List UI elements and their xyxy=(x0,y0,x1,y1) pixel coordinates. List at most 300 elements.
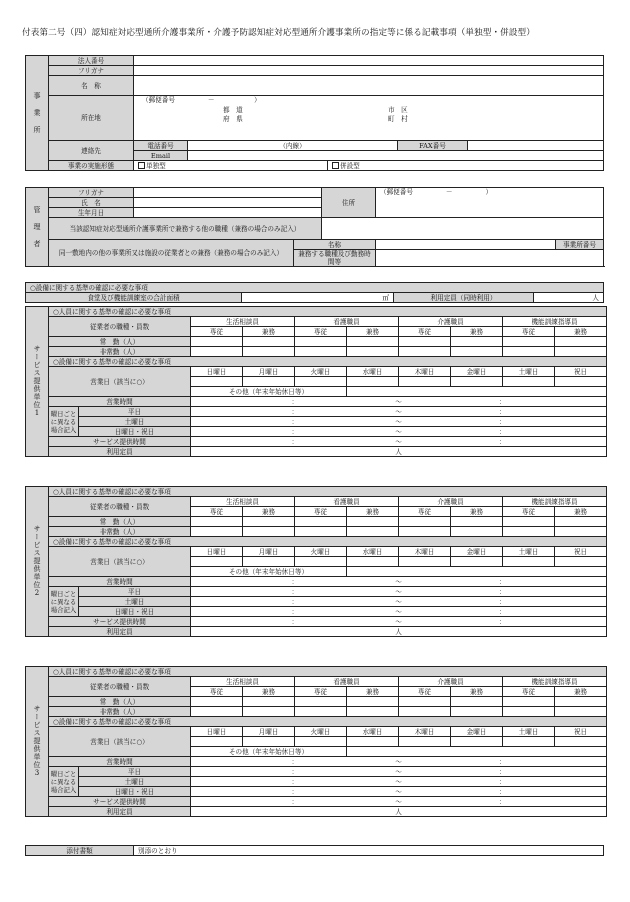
single-checkbox-icon[interactable] xyxy=(138,162,145,169)
regular-label: 常 勤（人） xyxy=(49,337,191,347)
regular-cell[interactable] xyxy=(191,517,243,527)
manager-job-hours-label: 兼務する職種及び勤務時間等 xyxy=(294,250,376,267)
person-unit: 人 xyxy=(395,447,402,456)
staff-header: ○人員に関する基準の確認に必要な事項 xyxy=(49,487,607,497)
unit-capacity-field[interactable] xyxy=(191,447,607,457)
part-label: 兼務 xyxy=(347,507,399,517)
nonregular-label: 非常勤（人） xyxy=(49,527,191,537)
day-4: 木曜日 xyxy=(399,727,451,737)
day-7: 祝日 xyxy=(555,547,607,557)
sun-holiday-field[interactable] xyxy=(191,607,607,617)
form-title: 付表第二号（四）認知症対応型通所介護事業所・介護予防認知症対応型通所介護事業所の指定等に係る記載事項（単独型・併設型） xyxy=(22,28,535,38)
day-5: 金曜日 xyxy=(451,727,503,737)
weekday-field[interactable] xyxy=(191,407,607,417)
manager-furigana-label: フリガナ xyxy=(49,188,134,198)
weekday-field[interactable] xyxy=(191,767,607,777)
colon-mark: ： xyxy=(291,437,299,446)
colon-mark: ： xyxy=(291,607,299,616)
role-3: 機能訓練指導員 xyxy=(503,677,607,687)
role-0: 生活相談員 xyxy=(191,317,295,327)
tilde-mark: ～ xyxy=(395,777,402,786)
part-label: 兼務 xyxy=(347,327,399,337)
nonregular-cell[interactable] xyxy=(399,347,451,357)
colon-mark: ： xyxy=(291,617,299,626)
day-cell[interactable] xyxy=(503,737,555,747)
facility-table xyxy=(25,282,604,303)
day-2: 火曜日 xyxy=(295,367,347,377)
part-label: 兼務 xyxy=(347,687,399,697)
role-1: 看護職員 xyxy=(295,317,399,327)
day-cell[interactable] xyxy=(243,737,295,747)
full-label: 専従 xyxy=(295,687,347,697)
tilde-mark: ～ xyxy=(395,577,402,586)
manager-job-hours-field[interactable] xyxy=(376,250,604,267)
nonregular-label: 非常勤（人） xyxy=(49,347,191,357)
full-label: 専従 xyxy=(399,327,451,337)
hours-field[interactable] xyxy=(191,577,607,587)
day-cell[interactable] xyxy=(451,557,503,567)
nonregular-cell[interactable] xyxy=(191,347,243,357)
day-4: 木曜日 xyxy=(399,367,451,377)
equip-header: ○設備に関する基準の確認に必要な事項 xyxy=(49,717,607,727)
nonregular-cell[interactable] xyxy=(451,347,503,357)
tilde-mark: ～ xyxy=(395,397,402,406)
hours-field[interactable] xyxy=(191,757,607,767)
colon-mark: ： xyxy=(291,397,299,406)
office-tel-label: 電話番号 xyxy=(134,141,188,151)
regular-cell[interactable] xyxy=(399,517,451,527)
office-email-label: Email xyxy=(134,151,188,161)
part-label: 兼務 xyxy=(243,327,295,337)
colon-mark: ： xyxy=(291,587,299,596)
regular-cell[interactable] xyxy=(243,517,295,527)
nonregular-cell[interactable] xyxy=(555,347,607,357)
role-2: 介護職員 xyxy=(399,317,503,327)
sun-holiday-label: 日曜日・祝日 xyxy=(79,787,191,797)
day-cell[interactable] xyxy=(503,377,555,387)
day-3: 水曜日 xyxy=(347,547,399,557)
regular-cell[interactable] xyxy=(295,517,347,527)
tilde-mark: ～ xyxy=(395,427,402,436)
nonregular-cell[interactable] xyxy=(191,527,243,537)
day-cell[interactable] xyxy=(347,377,399,387)
regular-cell[interactable] xyxy=(451,337,503,347)
other-label: その他（年末年始休日等） xyxy=(191,567,347,577)
office-tel-field[interactable] xyxy=(188,141,398,151)
tilde-mark: ～ xyxy=(395,597,402,606)
full-label: 専従 xyxy=(399,507,451,517)
nonregular-cell[interactable] xyxy=(347,707,399,717)
day-cell[interactable] xyxy=(555,737,607,747)
full-label: 専従 xyxy=(503,687,555,697)
regular-cell[interactable] xyxy=(451,517,503,527)
service-unit-side-label-1: サービス提供単位1 xyxy=(26,307,49,457)
regular-cell[interactable] xyxy=(295,337,347,347)
by-day-label: 曜日ごとに異なる場合記入 xyxy=(49,407,79,437)
regular-cell[interactable] xyxy=(503,337,555,347)
role-3: 機能訓練指導員 xyxy=(503,497,607,507)
day-cell[interactable] xyxy=(191,377,243,387)
day-7: 祝日 xyxy=(555,367,607,377)
office-name-label: 名 称 xyxy=(49,76,134,96)
day-0: 日曜日 xyxy=(191,367,243,377)
corp-no-field[interactable] xyxy=(134,56,604,66)
area-field[interactable] xyxy=(242,293,394,303)
service-unit-table-1 xyxy=(25,306,607,457)
service-unit-side-label-2: サービス提供単位2 xyxy=(26,487,49,637)
colon-mark: ： xyxy=(291,597,299,606)
part-label: 兼務 xyxy=(451,687,503,697)
other-field[interactable] xyxy=(347,567,607,577)
form-type-label: 事業の実施形態 xyxy=(49,161,134,171)
regular-cell[interactable] xyxy=(295,697,347,707)
colon-mark: ： xyxy=(498,587,506,596)
hours-label: 営業時間 xyxy=(49,757,191,767)
regular-label: 常 勤（人） xyxy=(49,697,191,707)
manager-concurrent-label: 当該認知症対応型通所介護事業所で兼務する他の職種（兼務の場合のみ記入） xyxy=(49,218,322,240)
nonregular-cell[interactable] xyxy=(191,707,243,717)
by-day-label: 曜日ごとに異なる場合記入 xyxy=(49,767,79,797)
regular-cell[interactable] xyxy=(347,517,399,527)
capacity-label: 利用定員（同時利用） xyxy=(394,293,534,303)
equip-header: ○設備に関する基準の確認に必要な事項 xyxy=(49,537,607,547)
part-label: 兼務 xyxy=(555,327,607,337)
area-unit: ㎡ xyxy=(382,293,389,302)
staff-header: ○人員に関する基準の確認に必要な事項 xyxy=(49,307,607,317)
nonregular-cell[interactable] xyxy=(503,347,555,357)
tilde-mark: ～ xyxy=(395,407,402,416)
saturday-field[interactable] xyxy=(191,597,607,607)
attachment-value: 別添のとおり xyxy=(134,846,604,856)
service-time-field[interactable] xyxy=(191,617,607,627)
colon-mark: ： xyxy=(291,407,299,416)
regular-cell[interactable] xyxy=(191,697,243,707)
manager-table xyxy=(25,187,604,267)
saturday-label: 土曜日 xyxy=(79,417,191,427)
day-cell[interactable] xyxy=(503,557,555,567)
days-label: 営業日（該当に○） xyxy=(49,727,191,757)
regular-cell[interactable] xyxy=(347,697,399,707)
person-unit: 人 xyxy=(395,627,402,636)
colon-mark: ： xyxy=(291,767,299,776)
day-cell[interactable] xyxy=(295,737,347,747)
day-3: 水曜日 xyxy=(347,727,399,737)
manager-furigana-field[interactable] xyxy=(134,188,322,198)
attachment-table xyxy=(25,845,604,856)
manager-postal: （郵便番号 － ） xyxy=(380,188,493,196)
service-time-label: サービス提供時間 xyxy=(49,617,191,627)
service-unit-table-3 xyxy=(25,666,607,817)
colon-mark: ： xyxy=(498,437,506,446)
manager-concurrent-field[interactable] xyxy=(322,218,604,240)
other-field[interactable] xyxy=(347,747,607,757)
manager-other-office-label: 同一敷地内の他の事業所又は施設の従業者との兼務（兼務の場合のみ記入） xyxy=(49,240,294,267)
unit-capacity-field[interactable] xyxy=(191,807,607,817)
colon-mark: ： xyxy=(498,417,506,426)
day-2: 火曜日 xyxy=(295,727,347,737)
other-field[interactable] xyxy=(347,387,607,397)
colon-mark: ： xyxy=(498,777,506,786)
office-table xyxy=(25,55,604,171)
office-furigana-field[interactable] xyxy=(134,66,604,76)
role-0: 生活相談員 xyxy=(191,677,295,687)
colon-mark: ： xyxy=(498,607,506,616)
regular-cell[interactable] xyxy=(555,697,607,707)
day-1: 月曜日 xyxy=(243,367,295,377)
day-cell[interactable] xyxy=(295,557,347,567)
tilde-mark: ～ xyxy=(395,587,402,596)
office-postal: （郵便番号 － ） xyxy=(142,96,261,104)
regular-cell[interactable] xyxy=(399,697,451,707)
day-1: 月曜日 xyxy=(243,547,295,557)
form-type-single-option[interactable] xyxy=(134,161,328,171)
tilde-mark: ～ xyxy=(395,417,402,426)
full-label: 専従 xyxy=(503,507,555,517)
regular-cell[interactable] xyxy=(555,517,607,527)
full-label: 専従 xyxy=(191,327,243,337)
attachment-label: 添付書類 xyxy=(26,846,134,856)
other-label: その他（年末年始休日等） xyxy=(191,387,347,397)
day-cell[interactable] xyxy=(451,737,503,747)
nonregular-label: 非常勤（人） xyxy=(49,707,191,717)
single-label: 単独型 xyxy=(146,161,166,170)
saturday-label: 土曜日 xyxy=(79,597,191,607)
hours-label: 営業時間 xyxy=(49,577,191,587)
nonregular-cell[interactable] xyxy=(503,527,555,537)
saturday-field[interactable] xyxy=(191,777,607,787)
sun-holiday-label: 日曜日・祝日 xyxy=(79,607,191,617)
nonregular-cell[interactable] xyxy=(347,527,399,537)
manager-birth-field[interactable] xyxy=(134,208,322,218)
nonregular-cell[interactable] xyxy=(451,707,503,717)
day-6: 土曜日 xyxy=(503,727,555,737)
staff-header: ○人員に関する基準の確認に必要な事項 xyxy=(49,667,607,677)
days-label: 営業日（該当に○） xyxy=(49,547,191,577)
role-3: 機能訓練指導員 xyxy=(503,317,607,327)
manager-side-label: 管 理 者 xyxy=(26,188,49,267)
saturday-field[interactable] xyxy=(191,417,607,427)
capacity-field[interactable] xyxy=(534,293,604,303)
day-2: 火曜日 xyxy=(295,547,347,557)
nonregular-cell[interactable] xyxy=(399,527,451,537)
colon-mark: ： xyxy=(291,427,299,436)
staff-label: 従業者の職種・員数 xyxy=(49,317,191,337)
part-label: 兼務 xyxy=(243,507,295,517)
office-email-field[interactable] xyxy=(188,151,604,161)
role-2: 介護職員 xyxy=(399,677,503,687)
day-cell[interactable] xyxy=(399,737,451,747)
office-name-field[interactable] xyxy=(134,76,604,96)
colon-mark: ： xyxy=(291,787,299,796)
manager-other-name-field[interactable] xyxy=(376,240,556,250)
role-1: 看護職員 xyxy=(295,497,399,507)
day-cell[interactable] xyxy=(347,557,399,567)
day-1: 月曜日 xyxy=(243,727,295,737)
manager-address-field[interactable] xyxy=(376,188,604,218)
manager-birth-label: 生年月日 xyxy=(49,208,134,218)
office-fax-label: FAX番号 xyxy=(398,141,468,151)
day-0: 日曜日 xyxy=(191,727,243,737)
day-cell[interactable] xyxy=(399,377,451,387)
service-time-field[interactable] xyxy=(191,797,607,807)
corp-no-label: 法人番号 xyxy=(49,56,134,66)
nonregular-cell[interactable] xyxy=(399,707,451,717)
manager-name-field[interactable] xyxy=(134,198,322,208)
nonregular-cell[interactable] xyxy=(347,347,399,357)
regular-cell[interactable] xyxy=(191,337,243,347)
nonregular-cell[interactable] xyxy=(295,527,347,537)
service-time-label: サービス提供時間 xyxy=(49,797,191,807)
office-side-label: 事 業 所 xyxy=(26,56,49,171)
tilde-mark: ～ xyxy=(395,797,402,806)
sun-holiday-label: 日曜日・祝日 xyxy=(79,427,191,437)
unit-capacity-label: 利用定員 xyxy=(49,627,191,637)
office-contact-label: 連絡先 xyxy=(49,141,134,161)
facility-header: ○設備に関する基準の確認に必要な事項 xyxy=(26,283,604,293)
day-5: 金曜日 xyxy=(451,547,503,557)
form-type-combined-option[interactable] xyxy=(328,161,604,171)
full-label: 専従 xyxy=(295,507,347,517)
staff-label: 従業者の職種・員数 xyxy=(49,497,191,517)
colon-mark: ： xyxy=(498,787,506,796)
day-cell[interactable] xyxy=(191,557,243,567)
colon-mark: ： xyxy=(291,417,299,426)
colon-mark: ： xyxy=(291,757,299,766)
unit-capacity-field[interactable] xyxy=(191,627,607,637)
days-label: 営業日（該当に○） xyxy=(49,367,191,397)
part-label: 兼務 xyxy=(451,327,503,337)
office-furigana-label: フリガナ xyxy=(49,66,134,76)
manager-address-label: 住所 xyxy=(322,188,376,218)
service-time-label: サービス提供時間 xyxy=(49,437,191,447)
regular-cell[interactable] xyxy=(451,697,503,707)
nonregular-cell[interactable] xyxy=(295,347,347,357)
colon-mark: ： xyxy=(291,777,299,786)
saturday-label: 土曜日 xyxy=(79,777,191,787)
regular-cell[interactable] xyxy=(243,337,295,347)
staff-label: 従業者の職種・員数 xyxy=(49,677,191,697)
sun-holiday-field[interactable] xyxy=(191,427,607,437)
office-fax-field[interactable] xyxy=(468,141,604,151)
colon-mark: ： xyxy=(498,767,506,776)
day-cell[interactable] xyxy=(451,377,503,387)
tilde-mark: ～ xyxy=(395,617,402,626)
full-label: 専従 xyxy=(503,327,555,337)
manager-name-label: 氏 名 xyxy=(49,198,134,208)
day-7: 祝日 xyxy=(555,727,607,737)
regular-cell[interactable] xyxy=(555,337,607,347)
day-6: 土曜日 xyxy=(503,367,555,377)
colon-mark: ： xyxy=(498,617,506,626)
office-pref-2: 府 県 xyxy=(223,115,243,123)
capacity-unit: 人 xyxy=(592,293,600,302)
office-address-field[interactable] xyxy=(134,96,604,141)
office-city-1: 市 区 xyxy=(388,106,408,114)
part-label: 兼務 xyxy=(243,687,295,697)
nonregular-cell[interactable] xyxy=(243,347,295,357)
nonregular-cell[interactable] xyxy=(555,707,607,717)
colon-mark: ： xyxy=(498,797,506,806)
colon-mark: ： xyxy=(498,407,506,416)
full-label: 専従 xyxy=(399,687,451,697)
day-cell[interactable] xyxy=(295,377,347,387)
nonregular-cell[interactable] xyxy=(243,527,295,537)
manager-name-col-label: 名称 xyxy=(294,240,376,250)
unit-capacity-label: 利用定員 xyxy=(49,447,191,457)
day-0: 日曜日 xyxy=(191,547,243,557)
colon-mark: ： xyxy=(498,757,506,766)
unit-capacity-label: 利用定員 xyxy=(49,807,191,817)
by-day-label: 曜日ごとに異なる場合記入 xyxy=(49,587,79,617)
day-cell[interactable] xyxy=(555,377,607,387)
weekday-field[interactable] xyxy=(191,587,607,597)
colon-mark: ： xyxy=(498,597,506,606)
day-cell[interactable] xyxy=(399,557,451,567)
full-label: 専従 xyxy=(295,327,347,337)
combined-label: 併設型 xyxy=(340,161,360,170)
part-label: 兼務 xyxy=(555,687,607,697)
tilde-mark: ～ xyxy=(395,767,402,776)
colon-mark: ： xyxy=(291,577,299,586)
regular-cell[interactable] xyxy=(243,697,295,707)
service-time-field[interactable] xyxy=(191,437,607,447)
day-cell[interactable] xyxy=(555,557,607,567)
tilde-mark: ～ xyxy=(395,757,402,766)
regular-cell[interactable] xyxy=(503,517,555,527)
day-cell[interactable] xyxy=(347,737,399,747)
regular-label: 常 勤（人） xyxy=(49,517,191,527)
nonregular-cell[interactable] xyxy=(451,527,503,537)
nonregular-cell[interactable] xyxy=(555,527,607,537)
colon-mark: ： xyxy=(498,577,506,586)
office-pref-1: 都 道 xyxy=(223,106,243,114)
manager-office-no-label: 事業所番号 xyxy=(556,240,604,250)
role-0: 生活相談員 xyxy=(191,497,295,507)
nonregular-cell[interactable] xyxy=(243,707,295,717)
colon-mark: ： xyxy=(291,797,299,806)
service-unit-side-label-3: サービス提供単位3 xyxy=(26,667,49,817)
day-cell[interactable] xyxy=(191,737,243,747)
weekday-label: 平日 xyxy=(79,407,191,417)
day-4: 木曜日 xyxy=(399,547,451,557)
tilde-mark: ～ xyxy=(395,607,402,616)
other-label: その他（年末年始休日等） xyxy=(191,747,347,757)
day-cell[interactable] xyxy=(243,557,295,567)
person-unit: 人 xyxy=(395,807,402,816)
office-city-2: 町 村 xyxy=(388,115,408,123)
regular-cell[interactable] xyxy=(399,337,451,347)
sun-holiday-field[interactable] xyxy=(191,787,607,797)
role-2: 介護職員 xyxy=(399,497,503,507)
tilde-mark: ～ xyxy=(395,787,402,796)
hours-label: 営業時間 xyxy=(49,397,191,407)
hours-field[interactable] xyxy=(191,397,607,407)
day-5: 金曜日 xyxy=(451,367,503,377)
area-label: 食堂及び機能訓練室の合計面積 xyxy=(26,293,242,303)
regular-cell[interactable] xyxy=(347,337,399,347)
tilde-mark: ～ xyxy=(395,437,402,446)
nonregular-cell[interactable] xyxy=(295,707,347,717)
nonregular-cell[interactable] xyxy=(503,707,555,717)
weekday-label: 平日 xyxy=(79,767,191,777)
day-cell[interactable] xyxy=(243,377,295,387)
part-label: 兼務 xyxy=(555,507,607,517)
combined-checkbox-icon[interactable] xyxy=(332,162,339,169)
full-label: 専従 xyxy=(191,507,243,517)
part-label: 兼務 xyxy=(451,507,503,517)
regular-cell[interactable] xyxy=(503,697,555,707)
colon-mark: ： xyxy=(498,397,506,406)
